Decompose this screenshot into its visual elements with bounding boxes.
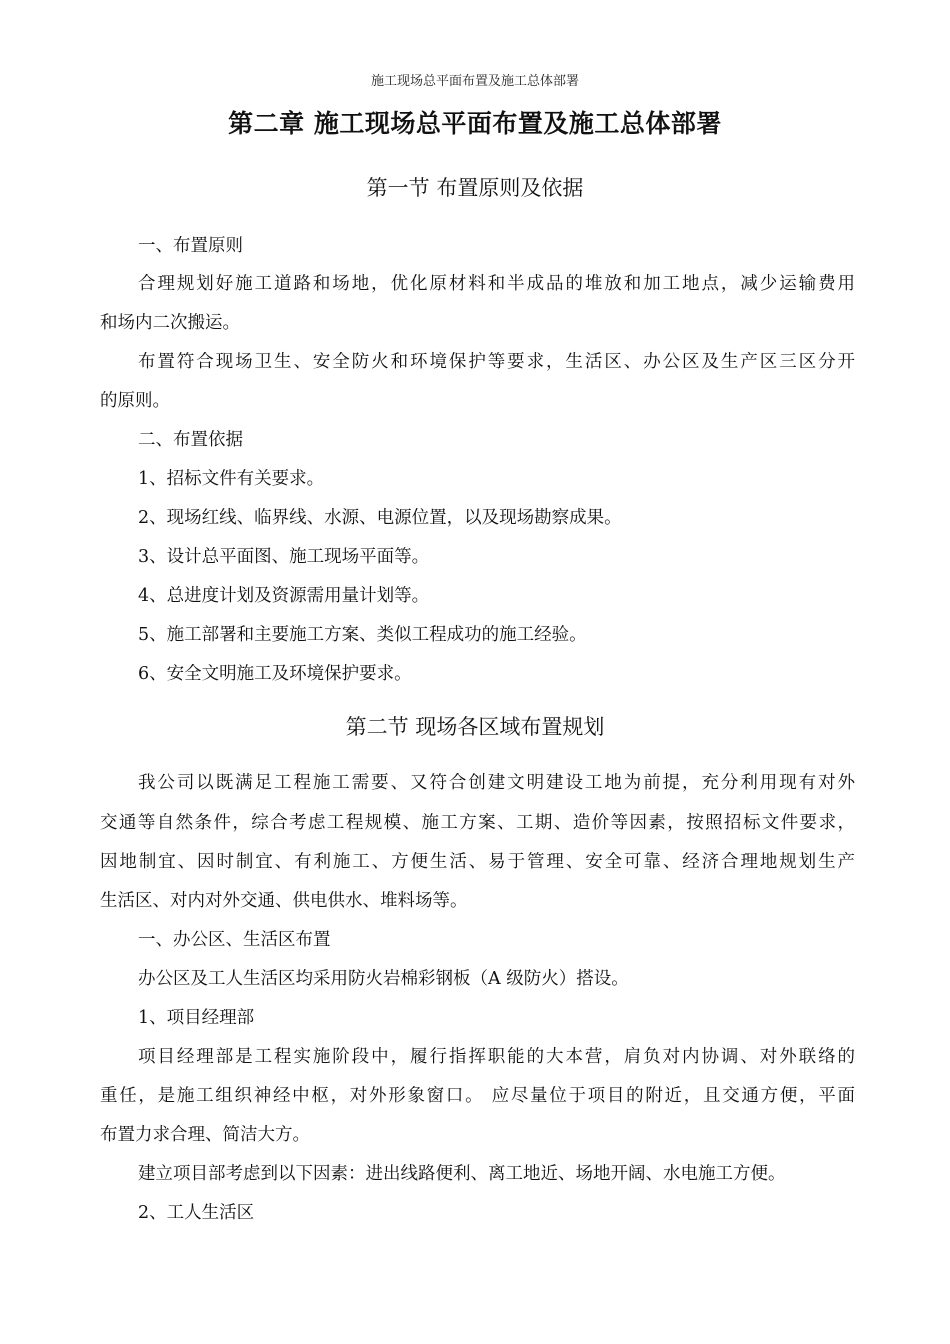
worker-heading: 2、工人生活区 <box>138 1203 255 1223</box>
office-heading: 一、办公区、生活区布置 <box>138 930 331 950</box>
list-item: 4、总进度计划及资源需用量计划等。 <box>138 586 430 606</box>
list-item: 6、安全文明施工及环境保护要求。 <box>138 664 412 684</box>
paragraph-line: 项目经理部是工程实施阶段中，履行指挥职能的大本营，肩负对内协调、对外联络的 <box>138 1047 855 1067</box>
basis-heading: 二、布置依据 <box>138 430 243 450</box>
list-item: 2、现场红线、临界线、水源、电源位置，以及现场勘察成果。 <box>138 508 622 528</box>
paragraph-line: 建立项目部考虑到以下因素：进出线路便利、离工地近、场地开阔、水电施工方便。 <box>138 1164 786 1184</box>
paragraph-line: 的原则。 <box>100 391 170 411</box>
list-item: 3、设计总平面图、施工现场平面等。 <box>138 547 430 567</box>
paragraph-line: 布置力求合理、简洁大方。 <box>100 1125 310 1145</box>
paragraph-line: 重任，是施工组织神经中枢，对外形象窗口。 应尽量位于项目的附近，且交通方便，平面 <box>100 1086 855 1106</box>
principles-heading: 一、布置原则 <box>138 236 243 256</box>
section-title-2: 第二节 现场各区域布置规划 <box>345 715 605 739</box>
chapter-title: 第二章 施工现场总平面布置及施工总体部署 <box>228 109 722 138</box>
paragraph-line: 和场内二次搬运。 <box>100 313 240 333</box>
list-item: 5、施工部署和主要施工方案、类似工程成功的施工经验。 <box>138 625 587 645</box>
paragraph-line: 办公区及工人生活区均采用防火岩棉彩钢板（A 级防火）搭设。 <box>138 969 629 989</box>
paragraph-line: 生活区、对内对外交通、供电供水、堆料场等。 <box>100 891 468 911</box>
paragraph-line: 因地制宜、因时制宜、有利施工、方便生活、易于管理、安全可靠、经济合理地规划生产 <box>100 852 855 872</box>
section-title-1: 第一节 布置原则及依据 <box>366 176 584 200</box>
paragraph-line: 交通等自然条件，综合考虑工程规模、施工方案、工期、造价等因素，按照招标文件要求， <box>100 813 855 833</box>
running-header: 施工现场总平面布置及施工总体部署 <box>370 74 579 89</box>
pm-heading: 1、项目经理部 <box>138 1008 255 1028</box>
paragraph-line: 布置符合现场卫生、安全防火和环境保护等要求，生活区、办公区及生产区三区分开 <box>138 352 855 372</box>
paragraph-line: 我公司以既满足工程施工需要、又符合创建文明建设工地为前提，充分利用现有对外 <box>138 773 855 793</box>
list-item: 1、招标文件有关要求。 <box>138 469 325 489</box>
paragraph-line: 合理规划好施工道路和场地，优化原材料和半成品的堆放和加工地点，减少运输费用 <box>138 274 855 294</box>
